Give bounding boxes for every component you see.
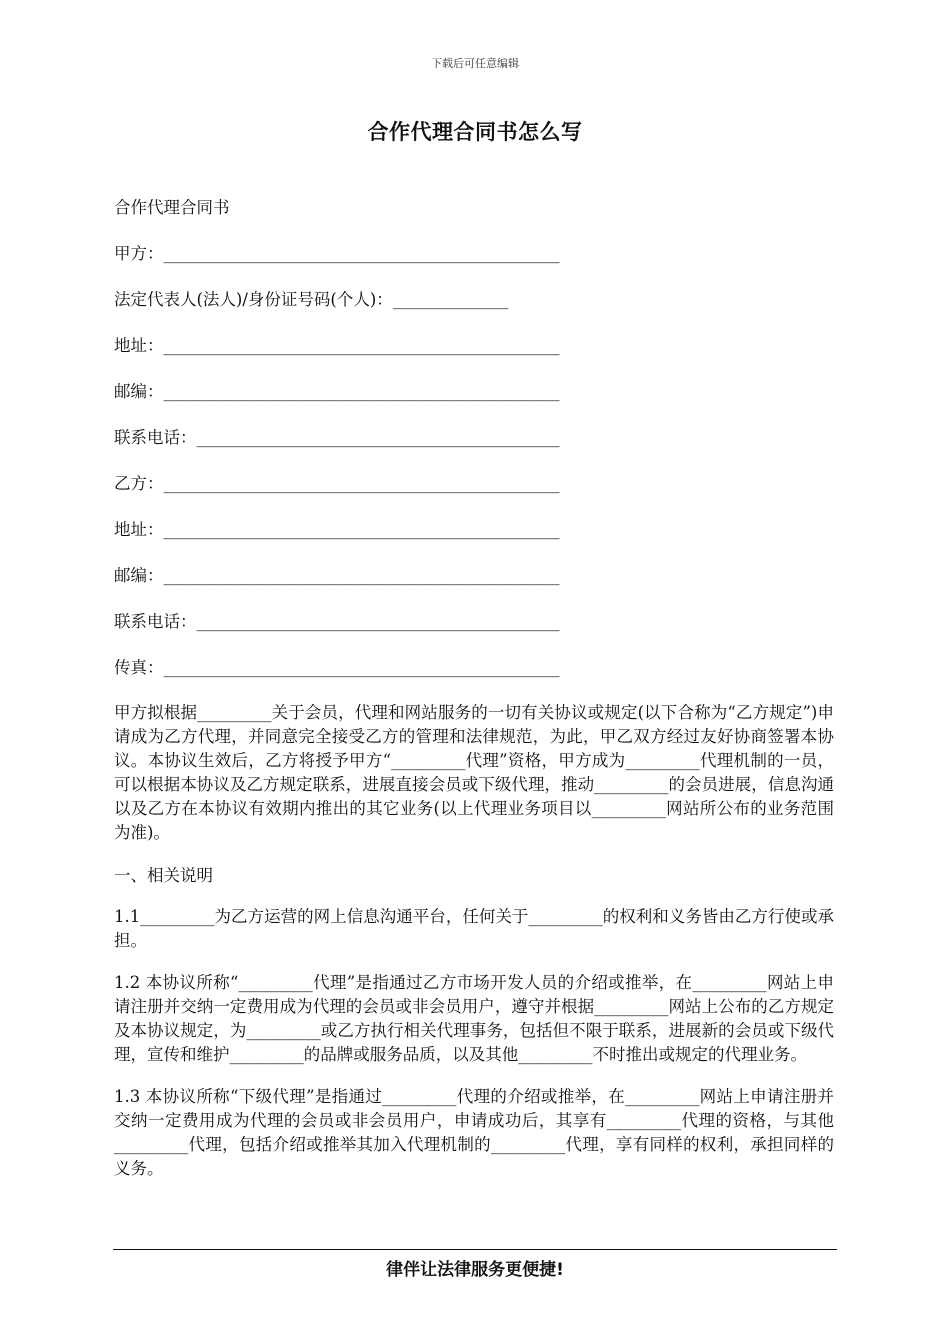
- field-party-b: [114, 471, 834, 517]
- document-body: [114, 195, 834, 1199]
- field-blank: ____________________________________________: [196, 612, 560, 631]
- field-label: 联系电话：: [114, 428, 197, 447]
- field-blank: ________________________________________________: [163, 474, 560, 493]
- clause-1-2: 1.2 本协议所称“_________代理”是指通过乙方市场开发人员的介绍或推举，在_________网站上申请注册并交纳一定费用成为代理的会员或非会员用户，遵守并根据_________网站上公布的乙方规定及本协议规定，为_________或乙方执行相关代理事务，包括但不限于联系，进展新的会员或下级代理，宣传和维护_________的品牌或服务品质，以及其他_________不时推出或规定的代理业务。: [114, 973, 834, 1064]
- contract-subtitle: 合作代理合同书: [114, 198, 230, 217]
- field-blank: ________________________________________________: [163, 658, 560, 677]
- clause-1-3: 1.3 本协议所称“下级代理”是指通过_________代理的介绍或推举，在_________网站上申请注册并交纳一定费用成为代理的会员或非会员用户，申请成功后，其享有_________代理的资格，与其他_________代理，包括介绍或推举其加入代理机制的_________代理，享有同样的权利，承担同样的义务。: [114, 1087, 834, 1178]
- field-label: 邮编：: [114, 566, 164, 585]
- field-blank: ________________________________________________: [163, 336, 560, 355]
- section-heading: 一、相关说明: [114, 866, 213, 885]
- field-label: 地址：: [114, 336, 164, 355]
- field-blank: ________________________________________________: [163, 566, 560, 585]
- footer-divider: [113, 1249, 837, 1250]
- field-label: 传真：: [114, 658, 164, 677]
- field-legal-rep: [114, 287, 834, 333]
- field-label: 甲方：: [114, 244, 164, 263]
- intro-paragraph: 甲方拟根据_________关于会员，代理和网站服务的一切有关协议或规定(以下合称为“乙方规定”)申请成为乙方代理，并同意完全接受乙方的管理和法律规范，为此，甲乙双方经过友好协商签署本协议。本协议生效后，乙方将授予甲方“_________代理”资格，甲方成为_________代理机制的一员，可以根据本协议及乙方规定联系，进展直接会员或下级代理，推动_________的会员进展，信息沟通以及乙方在本协议有效期内推出的其它业务(以上代理业务项目以_________网站所公布的业务范围为准)。: [114, 703, 834, 842]
- field-address-a: [114, 333, 834, 379]
- field-blank: ______________: [392, 290, 509, 309]
- header-note: 下载后可任意编辑: [431, 57, 519, 70]
- field-blank: ____________________________________________: [196, 428, 560, 447]
- clause-1-1: 1.1_________为乙方运营的网上信息沟通平台，任何关于_________的权利和义务皆由乙方行使或承担。: [114, 907, 834, 950]
- field-phone-b: [114, 609, 834, 655]
- field-blank: ________________________________________________: [163, 382, 560, 401]
- field-phone-a: [114, 425, 834, 471]
- field-postcode-a: [114, 379, 834, 425]
- document-title: 合作代理合同书怎么写: [367, 120, 583, 144]
- field-party-a: [114, 241, 834, 287]
- field-label: 联系电话：: [114, 612, 197, 631]
- field-label: 法定代表人(法人)/身份证号码(个人)：: [114, 290, 393, 309]
- field-label: 邮编：: [114, 382, 164, 401]
- footer-slogan: 律伴让法律服务更便捷!: [386, 1260, 564, 1280]
- field-blank: ________________________________________________: [163, 520, 560, 539]
- field-postcode-b: [114, 563, 834, 609]
- field-label: 乙方：: [114, 474, 164, 493]
- field-fax-b: [114, 655, 834, 701]
- field-address-b: [114, 517, 834, 563]
- field-blank: ________________________________________________: [163, 244, 560, 263]
- field-label: 地址：: [114, 520, 164, 539]
